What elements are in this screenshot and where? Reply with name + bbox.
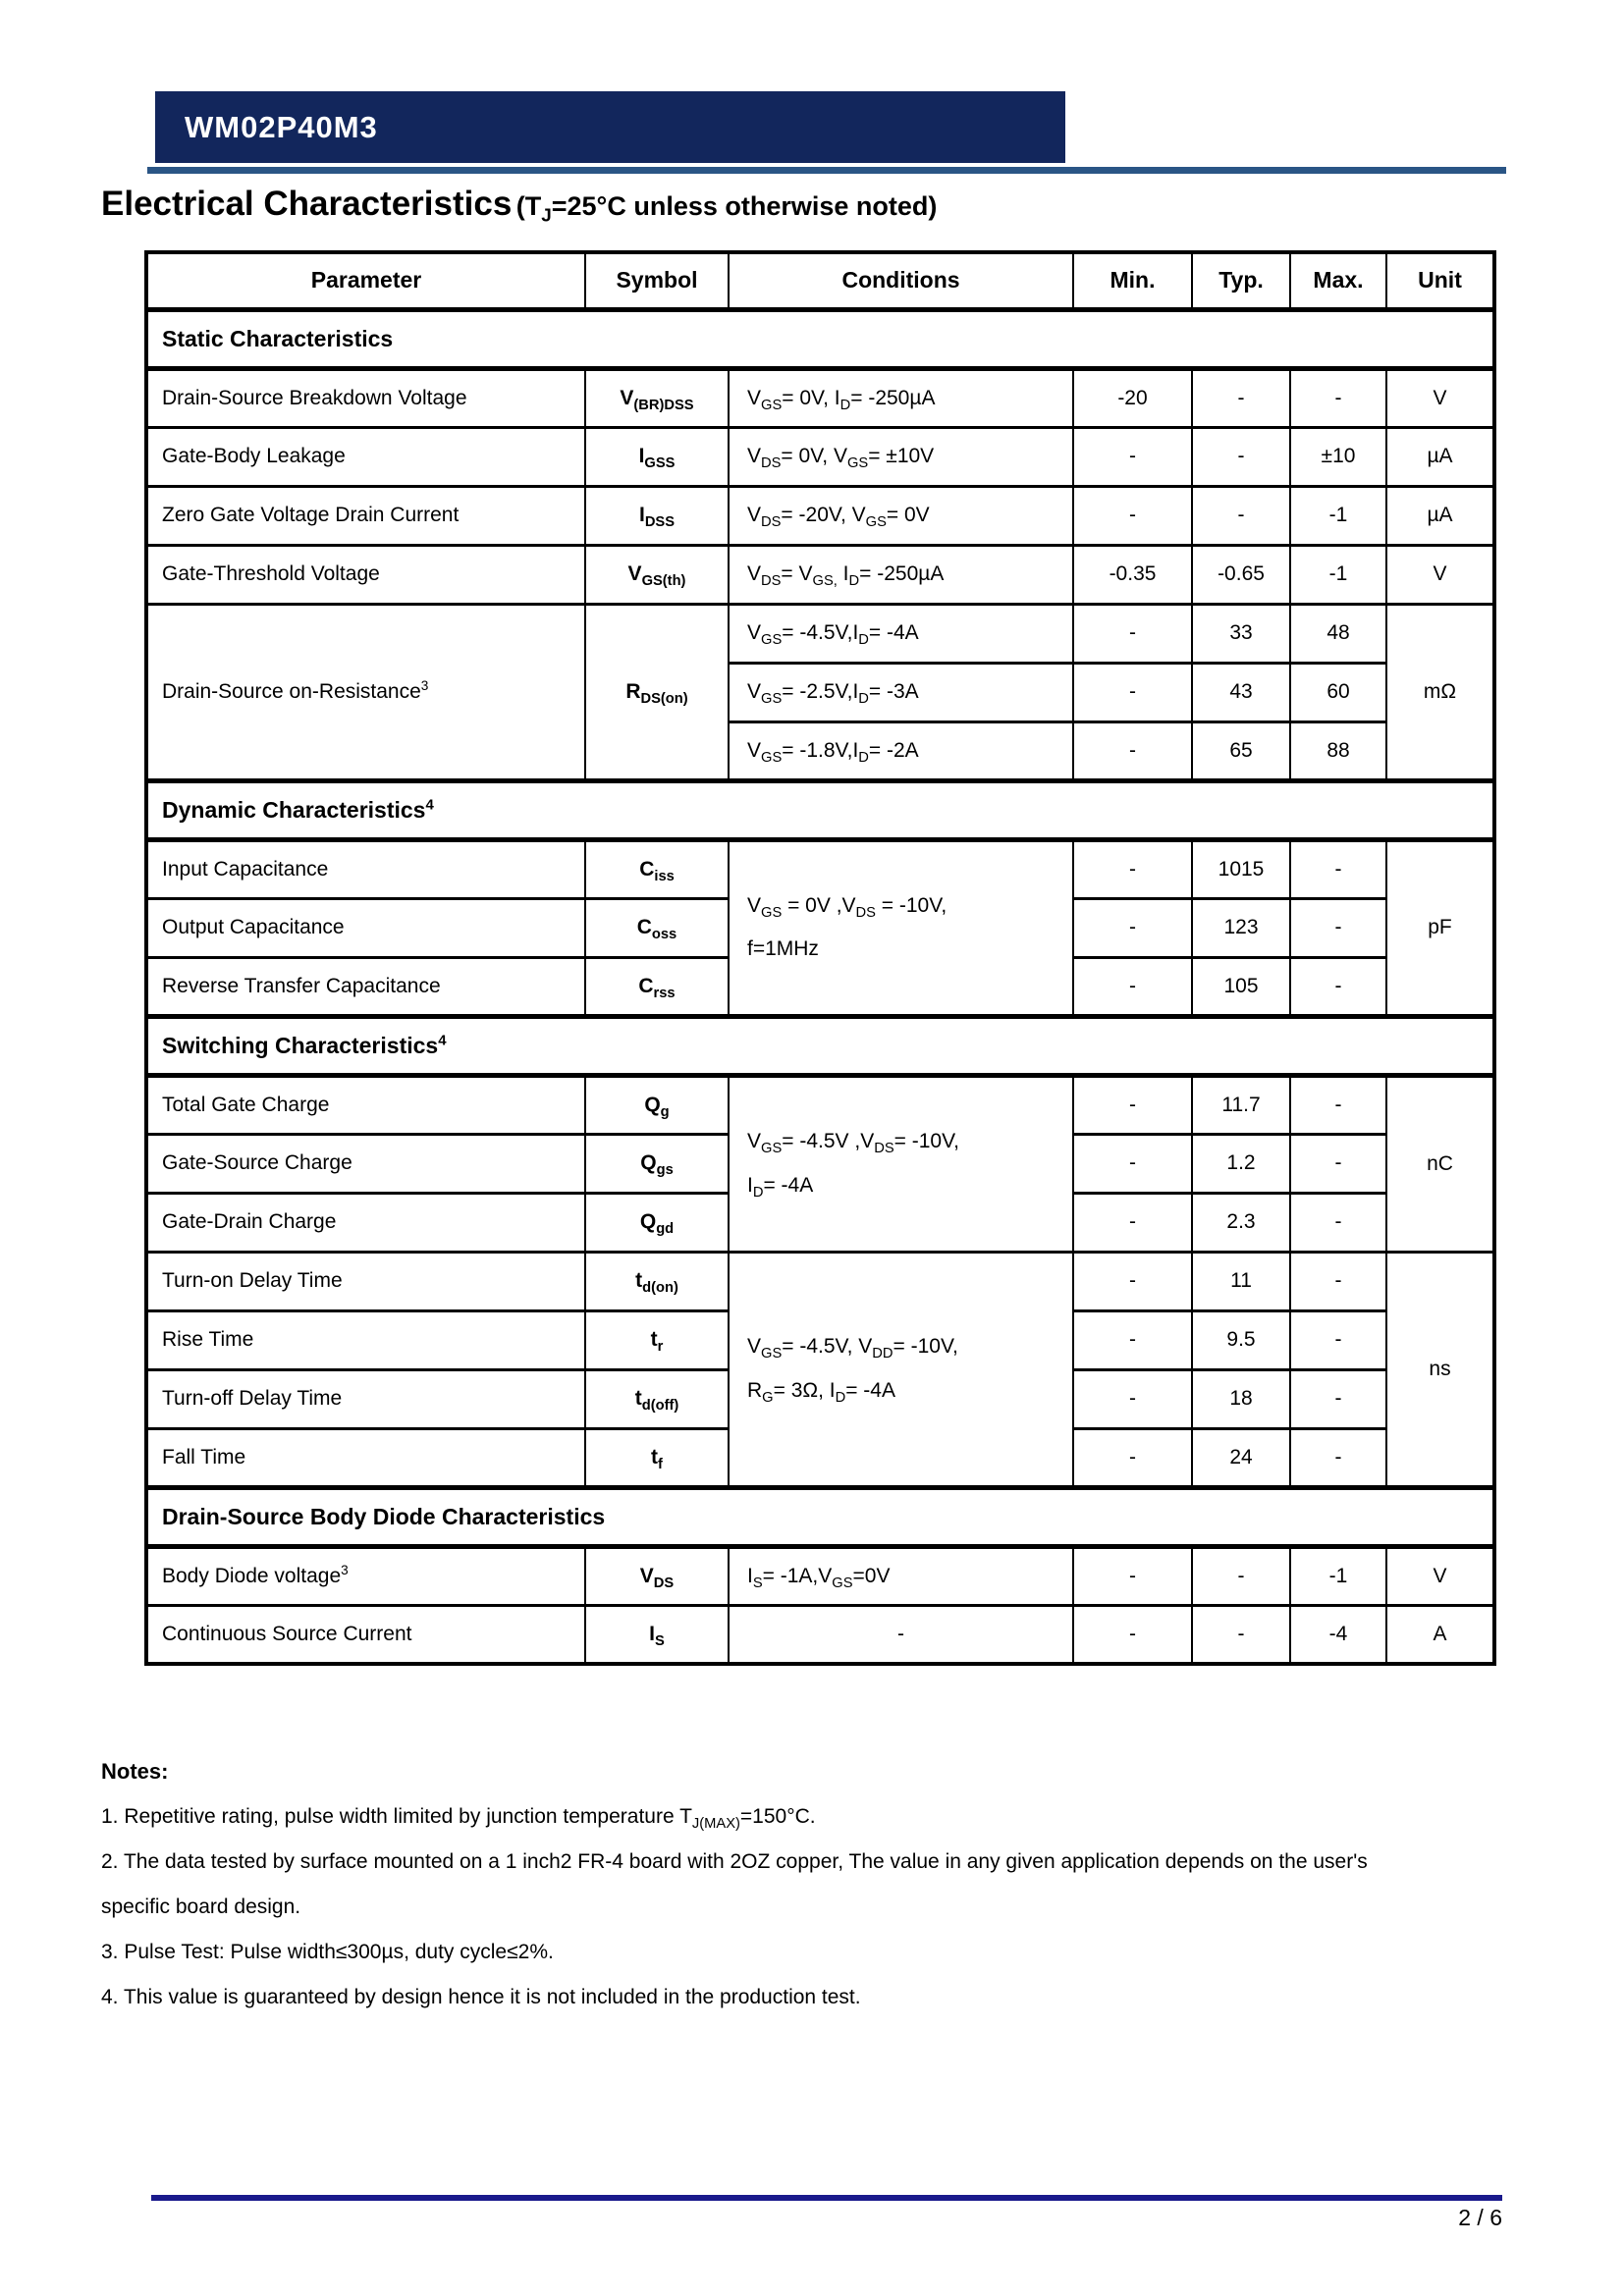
- cell-symbol: $Q_{gs}$: [585, 1134, 729, 1193]
- cell-symbol: $t_r$: [585, 1310, 729, 1369]
- cell-parameter: Output Capacitance: [146, 898, 585, 957]
- cell-min: -: [1073, 604, 1192, 663]
- cell-max: -: [1290, 839, 1386, 898]
- cell-symbol: $V_{GS(th)}$: [585, 545, 729, 604]
- table-row: [146, 839, 1494, 898]
- cell-typ: -: [1192, 1605, 1290, 1664]
- cell-typ: -: [1192, 368, 1290, 427]
- cell-typ: 123: [1192, 898, 1290, 957]
- condition-line: f=1MHz: [747, 937, 819, 960]
- page-number: 2 / 6: [1458, 2205, 1502, 2230]
- cell-symbol: $R_{DS(on)}$: [585, 604, 729, 780]
- section-row-switching: [146, 1016, 1494, 1075]
- cell-min: -: [1073, 898, 1192, 957]
- cell-min: -: [1073, 427, 1192, 486]
- cell-symbol: $t_{d(on)}$: [585, 1252, 729, 1310]
- cell-min: -: [1073, 663, 1192, 721]
- cell-parameter: Reverse Transfer Capacitance: [146, 957, 585, 1016]
- cell-max: -4: [1290, 1605, 1386, 1664]
- cell-min: -: [1073, 1605, 1192, 1664]
- cell-symbol: $V_{(BR)DSS}$: [585, 368, 729, 427]
- cell-min: -: [1073, 1252, 1192, 1310]
- cell-parameter: Turn-on Delay Time: [146, 1252, 585, 1310]
- cell-typ: 43: [1192, 663, 1290, 721]
- table-row: [146, 1546, 1494, 1605]
- cell-conditions: $V_{GS}= -2.5V,I_D= -3A$: [729, 663, 1073, 721]
- col-header-unit: Unit: [1386, 252, 1494, 309]
- cell-typ: -0.65: [1192, 545, 1290, 604]
- notes-heading: Notes:: [101, 1759, 169, 1784]
- section-row-body-diode: [146, 1487, 1494, 1546]
- cell-conditions: $V_{GS}= -1.8V,I_D= -2A$: [729, 721, 1073, 780]
- cell-typ: 18: [1192, 1369, 1290, 1428]
- cell-symbol: $Q_{gd}$: [585, 1193, 729, 1252]
- page-title-main: Electrical Characteristics: [101, 185, 513, 223]
- cell-max: -: [1290, 1075, 1386, 1134]
- cell-typ: 9.5: [1192, 1310, 1290, 1369]
- cell-parameter: Drain-Source Breakdown Voltage: [146, 368, 585, 427]
- cell-min: -: [1073, 1075, 1192, 1134]
- section-title: Static Characteristics: [146, 309, 1494, 368]
- cell-max: -: [1290, 957, 1386, 1016]
- cell-parameter: Gate-Body Leakage: [146, 427, 585, 486]
- cell-symbol: $Q_g$: [585, 1075, 729, 1134]
- col-header-parameter: Parameter: [146, 252, 585, 309]
- cell-parameter: Fall Time: [146, 1428, 585, 1487]
- cell-max: 60: [1290, 663, 1386, 721]
- cell-typ: 105: [1192, 957, 1290, 1016]
- part-number-banner: [155, 91, 1065, 163]
- cell-conditions: $V_{DS}= 0V$, $V_{GS}= \pm 10V$: [729, 427, 1073, 486]
- col-header-max: Max.: [1290, 252, 1386, 309]
- cell-typ: 11.7: [1192, 1075, 1290, 1134]
- cell-parameter: Body Diode voltage$^3$: [146, 1546, 585, 1605]
- cell-max: ±10: [1290, 427, 1386, 486]
- note-line-2: 2. The data tested by surface mounted on a 1 inch2 FR-4 board with 2OZ copper, The value in any given application depends on the user's: [101, 1850, 1368, 1873]
- cell-parameter: Zero Gate Voltage Drain Current: [146, 486, 585, 545]
- notes-section: [101, 1749, 1499, 2020]
- cell-max: 88: [1290, 721, 1386, 780]
- cell-symbol: $C_{rss}$: [585, 957, 729, 1016]
- cell-parameter: Drain-Source on-Resistance$^3$: [146, 604, 585, 780]
- cell-max: -: [1290, 1310, 1386, 1369]
- cell-max: -: [1290, 368, 1386, 427]
- cell-typ: 65: [1192, 721, 1290, 780]
- cell-conditions: -: [729, 1605, 1073, 1664]
- cell-max: -1: [1290, 1546, 1386, 1605]
- cell-parameter: Input Capacitance: [146, 839, 585, 898]
- cell-min: -: [1073, 486, 1192, 545]
- electrical-characteristics-table: [144, 250, 1496, 1666]
- cell-typ: 11: [1192, 1252, 1290, 1310]
- cell-symbol: $I_{DSS}$: [585, 486, 729, 545]
- note-line-3: 3. Pulse Test: Pulse width≤300µs, duty cycle≤2%.: [101, 1941, 554, 1963]
- note-line-4: 4. This value is guaranteed by design hence it is not included in the production test.: [101, 1986, 861, 2008]
- condition-line: $R_G= 3\Omega$, $I_D= -4A$: [747, 1378, 895, 1406]
- cell-unit: V: [1386, 368, 1494, 427]
- cell-symbol: $I_S$: [585, 1605, 729, 1664]
- table-row: [146, 427, 1494, 486]
- cell-unit: V: [1386, 545, 1494, 604]
- cell-min: -: [1073, 1546, 1192, 1605]
- cell-symbol: $V_{DS}$: [585, 1546, 729, 1605]
- cell-parameter: Total Gate Charge: [146, 1075, 585, 1134]
- col-header-symbol: Symbol: [585, 252, 729, 309]
- col-header-typ: Typ.: [1192, 252, 1290, 309]
- cell-typ: -: [1192, 427, 1290, 486]
- condition-line: $I_D= -4A$: [747, 1173, 814, 1201]
- table-row: [146, 604, 1494, 663]
- cell-max: -: [1290, 1369, 1386, 1428]
- section-title: Dynamic Characteristics$^4$: [146, 780, 1494, 839]
- cell-typ: 24: [1192, 1428, 1290, 1487]
- cell-conditions: $V_{DS}= V_{GS,}$ $I_D= -250\mu A$: [729, 545, 1073, 604]
- cell-min: -: [1073, 957, 1192, 1016]
- cell-typ: -: [1192, 486, 1290, 545]
- cell-conditions: $V_{GS}= 0V$, $I_D= -250\mu A$: [729, 368, 1073, 427]
- cell-max: -: [1290, 1134, 1386, 1193]
- cell-symbol: $t_f$: [585, 1428, 729, 1487]
- cell-max: -: [1290, 1428, 1386, 1487]
- cell-parameter: Rise Time: [146, 1310, 585, 1369]
- cell-conditions: $I_S= -1A,V_{GS}=0V$: [729, 1546, 1073, 1605]
- cell-parameter: Continuous Source Current: [146, 1605, 585, 1664]
- cell-conditions: $V_{GS}= -4.5V,I_D= -4A$: [729, 604, 1073, 663]
- table-row: [146, 1075, 1494, 1134]
- section-row-dynamic: [146, 780, 1494, 839]
- cell-unit: nC: [1386, 1075, 1494, 1252]
- banner-underline: [147, 167, 1506, 174]
- table-row: [146, 486, 1494, 545]
- cell-min: -: [1073, 839, 1192, 898]
- cell-max: -: [1290, 1193, 1386, 1252]
- col-header-conditions: Conditions: [729, 252, 1073, 309]
- cell-min: -: [1073, 1193, 1192, 1252]
- cell-max: -: [1290, 898, 1386, 957]
- table-header-row: [146, 252, 1494, 309]
- cell-max: -1: [1290, 545, 1386, 604]
- section-title: Drain-Source Body Diode Characteristics: [146, 1487, 1494, 1546]
- cell-unit: A: [1386, 1605, 1494, 1664]
- cell-unit: mΩ: [1386, 604, 1494, 780]
- part-number: WM02P40M3: [185, 109, 378, 144]
- cell-conditions: [729, 1075, 1073, 1252]
- section-title: Switching Characteristics$^4$: [146, 1016, 1494, 1075]
- note-line-2-cont: specific board design.: [101, 1896, 301, 1918]
- cell-max: -: [1290, 1252, 1386, 1310]
- section-row-static: [146, 309, 1494, 368]
- cell-symbol: $t_{d(off)}$: [585, 1369, 729, 1428]
- cell-min: -: [1073, 1428, 1192, 1487]
- cell-typ: -: [1192, 1546, 1290, 1605]
- cell-parameter: Gate-Threshold Voltage: [146, 545, 585, 604]
- cell-typ: 1.2: [1192, 1134, 1290, 1193]
- cell-unit: ns: [1386, 1252, 1494, 1487]
- cell-conditions: [729, 1252, 1073, 1487]
- cell-min: -: [1073, 1310, 1192, 1369]
- cell-conditions: $V_{DS}= -20V$, $V_{GS}= 0V$: [729, 486, 1073, 545]
- cell-min: -0.35: [1073, 545, 1192, 604]
- table-row: [146, 545, 1494, 604]
- cell-min: -: [1073, 1134, 1192, 1193]
- cell-symbol: $C_{oss}$: [585, 898, 729, 957]
- page-title: [101, 185, 938, 227]
- table-row: [146, 1605, 1494, 1664]
- cell-typ: 1015: [1192, 839, 1290, 898]
- cell-symbol: $C_{iss}$: [585, 839, 729, 898]
- page-title-condition: ($T_J=25^\circ C$ unless otherwise noted): [515, 191, 938, 227]
- cell-min: -20: [1073, 368, 1192, 427]
- cell-typ: 33: [1192, 604, 1290, 663]
- cell-unit: µA: [1386, 486, 1494, 545]
- col-header-min: Min.: [1073, 252, 1192, 309]
- cell-unit: µA: [1386, 427, 1494, 486]
- condition-line: $V_{GS} = 0V$ $,V_{DS} = -10V$,: [747, 893, 947, 922]
- cell-parameter: Turn-off Delay Time: [146, 1369, 585, 1428]
- cell-max: -1: [1290, 486, 1386, 545]
- condition-line: $V_{GS}= -4.5V$, $V_{DD}= -10V$,: [747, 1335, 958, 1362]
- cell-parameter: Gate-Source Charge: [146, 1134, 585, 1193]
- cell-min: -: [1073, 1369, 1192, 1428]
- table-row: [146, 1252, 1494, 1310]
- cell-unit: pF: [1386, 839, 1494, 1016]
- condition-line: $V_{GS}= -4.5V$ $,V_{DS}= -10V$,: [747, 1130, 959, 1157]
- cell-conditions: [729, 839, 1073, 1016]
- cell-symbol: $I_{GSS}$: [585, 427, 729, 486]
- cell-parameter: Gate-Drain Charge: [146, 1193, 585, 1252]
- cell-unit: V: [1386, 1546, 1494, 1605]
- cell-min: -: [1073, 721, 1192, 780]
- cell-typ: 2.3: [1192, 1193, 1290, 1252]
- note-line-1: 1. Repetitive rating, pulse width limited by junction temperature $T_{J(MAX)}=150^\circ C$.: [101, 1805, 816, 1833]
- cell-max: 48: [1290, 604, 1386, 663]
- footer-rule: [151, 2195, 1502, 2201]
- table-row: [146, 368, 1494, 427]
